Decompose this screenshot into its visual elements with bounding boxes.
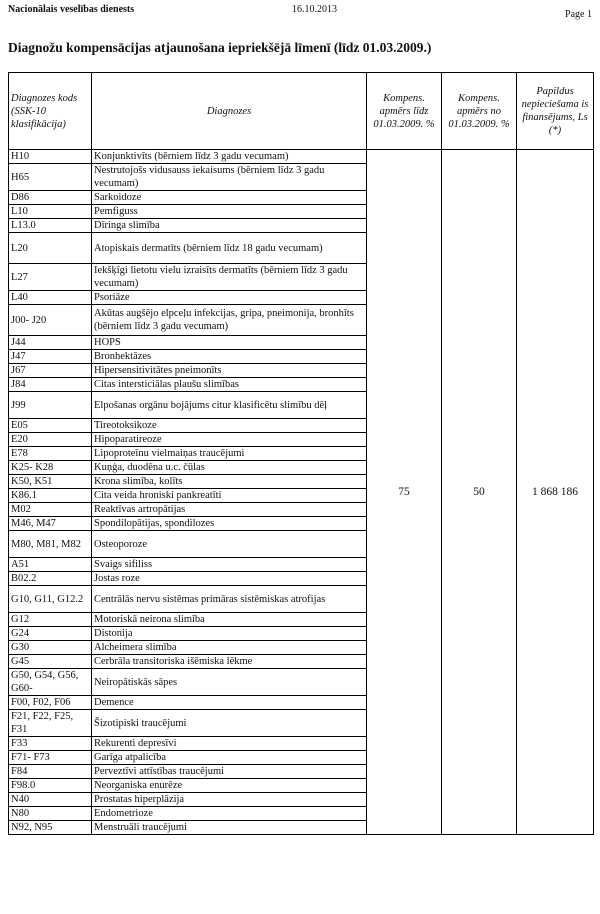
diagnosis-code: M46, M47: [9, 517, 92, 531]
diagnosis-code: N80: [9, 807, 92, 821]
diagnosis-code: K50, K51: [9, 475, 92, 489]
diagnosis-code: J00- J20: [9, 305, 92, 336]
diagnosis-code: M02: [9, 503, 92, 517]
diagnosis-name: Šizotipiski traucējumi: [92, 710, 367, 737]
diagnosis-name: Lipoproteīnu vielmaiņas traucējumi: [92, 447, 367, 461]
diagnosis-name: Hipersensitivitātes pneimonīts: [92, 364, 367, 378]
diagnosis-name: Nestrutojošs vidusauss iekaisums (bērniem līdz 3 gadu vecumam): [92, 164, 367, 191]
diagnosis-name: Motoriskā neirona slimība: [92, 613, 367, 627]
diagnosis-name: Garīga atpalicība: [92, 751, 367, 765]
table-row: [9, 150, 594, 164]
diagnosis-code: J84: [9, 378, 92, 392]
diagnosis-name: Akūtas augšējo elpceļu infekcijas, gripa, pneimonija, bronhīts (bērniem līdz 3 gadu vecumam): [92, 305, 367, 336]
diagnosis-code: G50, G54, G56, G60-: [9, 669, 92, 696]
document-date: 16.10.2013: [292, 4, 337, 15]
diagnosis-code: B02.2: [9, 572, 92, 586]
diagnosis-name: Citas intersticiālas plaušu slimības: [92, 378, 367, 392]
diagnosis-name: Krona slimība, kolīts: [92, 475, 367, 489]
diagnosis-name: Distonija: [92, 627, 367, 641]
diagnosis-name: Cita veida hroniski pankreatīti: [92, 489, 367, 503]
diagnosis-code: F33: [9, 737, 92, 751]
diagnosis-code: J44: [9, 336, 92, 350]
diagnosis-name: Cerbrāla transitoriska išēmiska lēkme: [92, 655, 367, 669]
diagnosis-code: F71- F73: [9, 751, 92, 765]
page-number: Page 1: [565, 9, 592, 20]
diagnosis-name: Alcheimera slimība: [92, 641, 367, 655]
diagnosis-code: K25- K28: [9, 461, 92, 475]
diagnosis-code: H65: [9, 164, 92, 191]
diagnosis-name: Reaktīvas artropātijas: [92, 503, 367, 517]
header-code: Diagnozes kods (SSK-10 klasifikācija): [9, 73, 92, 150]
diagnosis-name: Psoriāze: [92, 291, 367, 305]
diagnosis-code: N92, N95: [9, 821, 92, 835]
diagnosis-code: H10: [9, 150, 92, 164]
diagnosis-code: G45: [9, 655, 92, 669]
diagnosis-code: D86: [9, 191, 92, 205]
diagnosis-code: J67: [9, 364, 92, 378]
page-title: Diagnožu kompensācijas atjaunošana iepriekšējā līmenī (līdz 01.03.2009.): [8, 40, 432, 55]
diagnosis-code: J47: [9, 350, 92, 364]
diagnosis-name: Konjunktivīts (bērniem līdz 3 gadu vecumam): [92, 150, 367, 164]
diagnosis-code: G12: [9, 613, 92, 627]
diagnosis-code: E05: [9, 419, 92, 433]
diagnosis-name: Menstruāli traucējumi: [92, 821, 367, 835]
diagnosis-name: Sarkoidoze: [92, 191, 367, 205]
diagnosis-code: L27: [9, 264, 92, 291]
diagnosis-name: Neiropātiskās sāpes: [92, 669, 367, 696]
diagnosis-code: J99: [9, 392, 92, 419]
diagnoses-table: [8, 72, 594, 835]
diagnosis-name: Osteoporoze: [92, 531, 367, 558]
diagnosis-code: F98.0: [9, 779, 92, 793]
header-comp-before: Kompens. apmērs līdz 01.03.2009. %: [367, 73, 442, 150]
diagnosis-code: L10: [9, 205, 92, 219]
diagnosis-code: A51: [9, 558, 92, 572]
diagnosis-name: Prostatas hiperplāzija: [92, 793, 367, 807]
diagnosis-name: Demence: [92, 696, 367, 710]
diagnosis-name: Perveztīvi attīstības traucējumi: [92, 765, 367, 779]
diagnosis-name: Tireotoksikoze: [92, 419, 367, 433]
diagnosis-name: Spondilopātijas, spondilozes: [92, 517, 367, 531]
diagnosis-code: E78: [9, 447, 92, 461]
diagnosis-name: Atopiskais dermatīts (bērniem līdz 18 gadu vecumam): [92, 233, 367, 264]
diagnosis-name: Hipoparatireoze: [92, 433, 367, 447]
comp-from-value: 50: [442, 150, 517, 835]
diagnosis-name: Elpošanas orgānu bojājums citur klasificētu slimību dēļ: [92, 392, 367, 419]
diagnosis-name: Bronhektāzes: [92, 350, 367, 364]
diagnosis-code: L40: [9, 291, 92, 305]
diagnosis-code: G30: [9, 641, 92, 655]
diagnosis-name: HOPS: [92, 336, 367, 350]
diagnosis-name: Jostas roze: [92, 572, 367, 586]
diagnosis-name: Iekšķīgi lietotu vielu izraisīts dermatīts (bērniem līdz 3 gadu vecumam): [92, 264, 367, 291]
comp-before-value: 75: [367, 150, 442, 835]
diagnosis-code: N40: [9, 793, 92, 807]
diagnosis-name: Dīringa slimība: [92, 219, 367, 233]
header-comp-from: Kompens. apmērs no 01.03.2009. %: [442, 73, 517, 150]
diagnosis-name: Neorganiska enurēze: [92, 779, 367, 793]
diagnosis-code: E20: [9, 433, 92, 447]
diagnosis-code: G24: [9, 627, 92, 641]
diagnosis-code: G10, G11, G12.2: [9, 586, 92, 613]
diagnosis-name: Rekurenti depresīvi: [92, 737, 367, 751]
diagnosis-name: Kuņģa, duodēna u.c. čūlas: [92, 461, 367, 475]
diagnosis-name: Svaigs sifiliss: [92, 558, 367, 572]
header-funding: Papildus nepieciešama is finansējums, Ls (*): [517, 73, 594, 150]
diagnosis-name: Centrālās nervu sistēmas primāras sistēmiskas atrofijas: [92, 586, 367, 613]
organization-name: Nacionālais veselības dienests: [8, 4, 135, 15]
diagnosis-code: K86.1: [9, 489, 92, 503]
diagnosis-code: M80, M81, M82: [9, 531, 92, 558]
diagnosis-code: F21, F22, F25, F31: [9, 710, 92, 737]
funding-value: 1 868 186: [517, 150, 594, 835]
diagnosis-name: Pemfiguss: [92, 205, 367, 219]
diagnosis-code: L20: [9, 233, 92, 264]
header-diagnosis: Diagnozes: [92, 73, 367, 150]
diagnosis-name: Endometrioze: [92, 807, 367, 821]
diagnosis-code: F84: [9, 765, 92, 779]
diagnosis-code: F00, F02, F06: [9, 696, 92, 710]
diagnosis-code: L13.0: [9, 219, 92, 233]
